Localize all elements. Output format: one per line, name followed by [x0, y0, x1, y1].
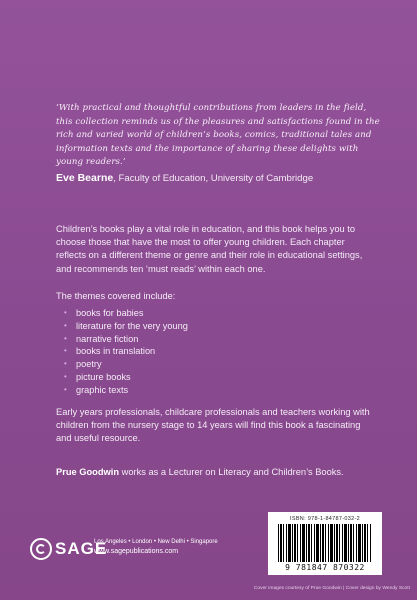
publisher-block [30, 538, 260, 564]
theme-label: books for babies [76, 308, 144, 318]
closing-paragraph: Early years professionals, childcare professionals and teachers working with children from the nursery stage to 14 years will find this book a fascinating and useful resource. [56, 407, 370, 444]
themes-list [56, 307, 356, 397]
list-item [56, 345, 356, 358]
publisher-cities: Los Angeles • London • New Delhi • Singapore [94, 539, 218, 545]
publisher-url: www.sagepublications.com [94, 548, 179, 555]
author-bio-text: works as a Lecturer on Literacy and Children’s Books. [119, 467, 344, 477]
list-item [56, 333, 356, 346]
barcode-bars-icon [278, 524, 372, 562]
theme-label: narrative fiction [76, 333, 139, 344]
theme-label: picture books [76, 371, 131, 382]
quote-author-affiliation: , Faculty of Education, University of Cambridge [113, 173, 314, 184]
theme-label: poetry [76, 359, 102, 370]
barcode-number: 9 781847 870322 [285, 563, 365, 572]
intro-paragraph: Children’s books play a vital role in education, and this book helps you to choose those that have the most to offer young children. Each chapter reflects on a different theme or genre and their role in educational settings, and recommends ten ‘must reads’ within each one. [56, 224, 363, 274]
theme-label: literature for the very young [76, 320, 188, 331]
themes-lead: The themes covered include: [56, 291, 176, 301]
quote-author-name: Eve Bearne [56, 172, 114, 184]
theme-label: graphic texts [76, 384, 129, 395]
list-item [56, 371, 356, 384]
bullet-icon: • [64, 371, 67, 381]
bullet-icon: • [64, 333, 67, 343]
publisher-name: SAGE [55, 539, 108, 558]
endorsement-quote: ‘With practical and thoughtful contributions from leaders in the field, this collection reminds us of the pleasures and satisfactions found in the rich and varied world of children’s books, comics, traditional tales and information texts and the importance of sharing these delights with young readers.’ [56, 103, 380, 167]
quote-attribution [56, 172, 386, 184]
barcode [268, 512, 382, 575]
cover-credits: Cover images courtesy of Prue Goodwin | Cover design by Wendy Scott [253, 586, 410, 591]
theme-label: books in translation [76, 346, 156, 357]
list-item [56, 307, 356, 320]
bullet-icon: • [64, 308, 67, 317]
bullet-icon: • [64, 346, 67, 356]
sage-logo-icon [30, 538, 52, 560]
bullet-icon: • [64, 320, 67, 330]
author-name: Prue Goodwin [56, 467, 120, 477]
list-item [56, 384, 356, 397]
bullet-icon: • [64, 359, 67, 369]
list-item [56, 320, 356, 333]
bullet-icon: • [64, 384, 67, 394]
author-bio [56, 467, 386, 477]
list-item [56, 358, 356, 371]
isbn-label: ISBN: 978-1-84787-032-2 [290, 516, 360, 522]
